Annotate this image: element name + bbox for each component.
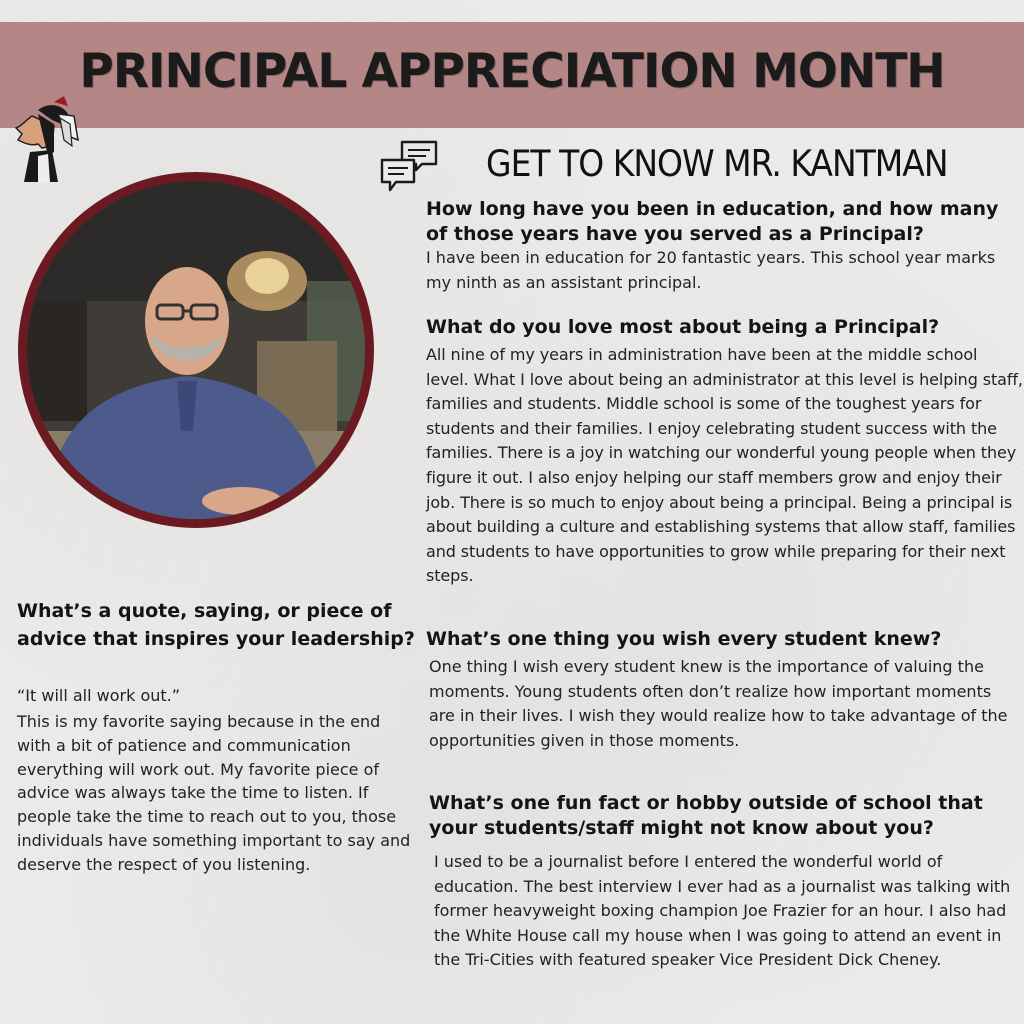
answer-fun-fact: I used to be a journalist before I entered the wonderful world of education. The best interview I ever had as a journalist was talking with former heavyweight boxing champion Joe Frazier for an hour. I also had the White House call my house when I was going to attend an event in the Tri-Cities with featured speaker Vice President Dick Cheney. [434, 852, 1011, 970]
favorite-quote: “It will all work out.” [17, 686, 181, 705]
question-inspiring-quote: What’s a quote, saying, or piece of advice that inspires your leadership? [17, 600, 415, 650]
page-subtitle: GET TO KNOW MR. KANTMAN [486, 142, 948, 185]
question-love-most: What do you love most about being a Principal? [426, 316, 940, 338]
answer-love-most: All nine of my years in administration have been at the middle school level. What I love about being an administrator at this level is helping staff, families and students. Middle school is some of the toughest years for students and their families. I enjoy celebrating student success with the families. There is a joy in watching our wonderful young people when they figure it out. I also enjoy helping our staff members grow and enjoy their job. There is so much to enjoy about being a principal. Being a principal is about building a culture and establishing systems that allow staff, families and students to have opportunities to grow while preparing for their next steps. [426, 345, 1023, 586]
question-years-in-education: How long have you been in education, and how many of those years have you served as a Principal? [426, 198, 999, 245]
answer-wish-students-knew: One thing I wish every student knew is the importance of valuing the moments. Young students often don’t realize how important moments are in their lives. I wish they would realize how to take advantage of the opportunities given in those moments. [429, 657, 1008, 750]
principal-photo [18, 172, 374, 528]
chat-bubbles-icon [380, 138, 440, 194]
question-fun-fact: What’s one fun fact or hobby outside of school that your students/staff might not know about you? [429, 792, 983, 839]
answer-inspiring-quote: This is my favorite saying because in the end with a bit of patience and communication everything will work out. My favorite piece of advice was always take the time to listen. If people take the time to reach out to you, those individuals have something important to say and deserve the respect of you listening. [17, 712, 411, 874]
page-title: PRINCIPAL APPRECIATION MONTH [79, 44, 945, 99]
mascot-logo-icon [8, 96, 80, 182]
question-wish-students-knew: What’s one thing you wish every student knew? [426, 628, 942, 650]
answer-years-in-education: I have been in education for 20 fantastic years. This school year marks my ninth as an assistant principal. [426, 248, 996, 292]
